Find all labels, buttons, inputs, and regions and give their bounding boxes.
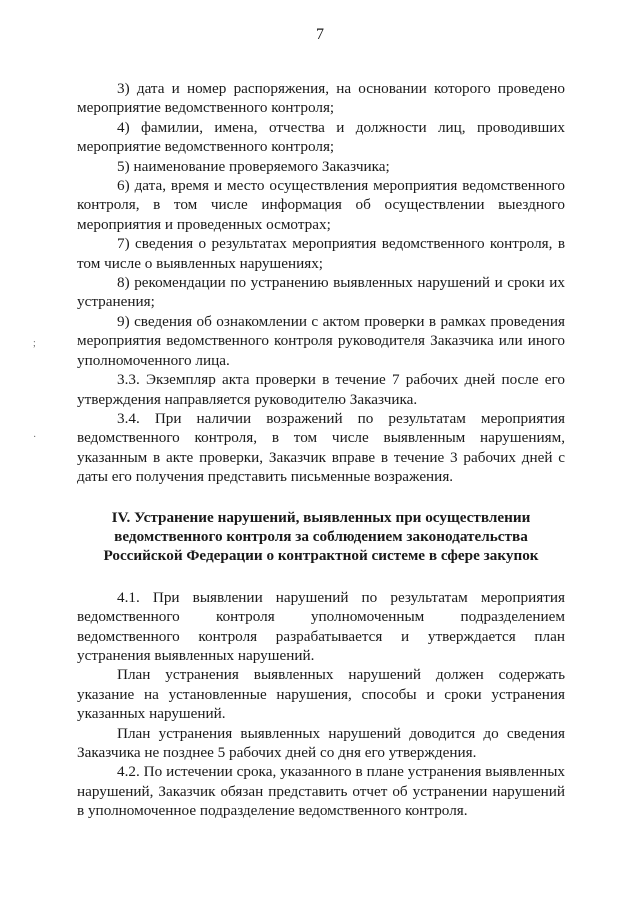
section-heading-line: Российской Федерации о контрактной системе в сфере закупок	[103, 547, 539, 565]
section-heading	[77, 508, 565, 566]
margin-scan-mark: ·	[33, 432, 37, 443]
margin-scan-mark: ;	[33, 338, 36, 349]
paragraph: 8) рекомендации по устранению выявленных нарушений и сроки их устранения;	[77, 274, 565, 311]
paragraph: 3.4. При наличии возражений по результатам мероприятия ведомственного контроля, в том числе выявленным нарушениям, указанным в акте проверки, Заказчик вправе в течение 3 рабочих дней с даты его получения представить письменные возражения.	[77, 409, 565, 486]
page-number: 7	[316, 26, 324, 43]
paragraph: 3) дата и номер распоряжения, на основании которого проведено мероприятие ведомственного контроля;	[77, 80, 565, 117]
section-heading-line: IV. Устранение нарушений, выявленных при осуществлении	[111, 508, 531, 526]
paragraph: План устранения выявленных нарушений должен содержать указание на установленные нарушения, способы и сроки устранения указанных нарушений.	[77, 666, 565, 723]
paragraph: 4) фамилии, имена, отчества и должности лиц, проводивших мероприятие ведомственного контроля;	[77, 118, 565, 156]
paragraph: 6) дата, время и место осуществления мероприятия ведомственного контроля, в том числе информация об осуществлении выездного мероприятия и проведенных осмотрах;	[77, 177, 565, 233]
paragraph: 9) сведения об ознакомлении с актом проверки в рамках проведения мероприятия ведомственного контроля руководителя Заказчика или иного уполномоченного лица.	[77, 312, 565, 369]
document-body	[77, 79, 565, 821]
paragraph: 3.3. Экземпляр акта проверки в течение 7 рабочих дней после его утверждения направляется руководителю Заказчика.	[77, 371, 565, 408]
paragraph: План устранения выявленных нарушений доводится до сведения Заказчика не позднее 5 рабочих дней со дня его утверждения.	[77, 724, 565, 761]
section-heading-line: ведомственного контроля за соблюдением законодательства	[114, 527, 528, 545]
paragraph: 5) наименование проверяемого Заказчика;	[117, 157, 390, 175]
paragraph: 4.1. При выявлении нарушений по результатам мероприятия ведомственного контроля уполномоченным подразделением ведомственного контроля разрабатывается и утверждается план устранения выявленных нарушений.	[77, 588, 565, 664]
paragraph: 4.2. По истечении срока, указанного в плане устранения выявленных нарушений, Заказчик обязан представить отчет об устранении нарушений в уполномоченное подразделение ведомственного контроля.	[77, 763, 565, 820]
paragraph: 7) сведения о результатах мероприятия ведомственного контроля, в том числе о выявленных нарушениях;	[77, 235, 565, 272]
